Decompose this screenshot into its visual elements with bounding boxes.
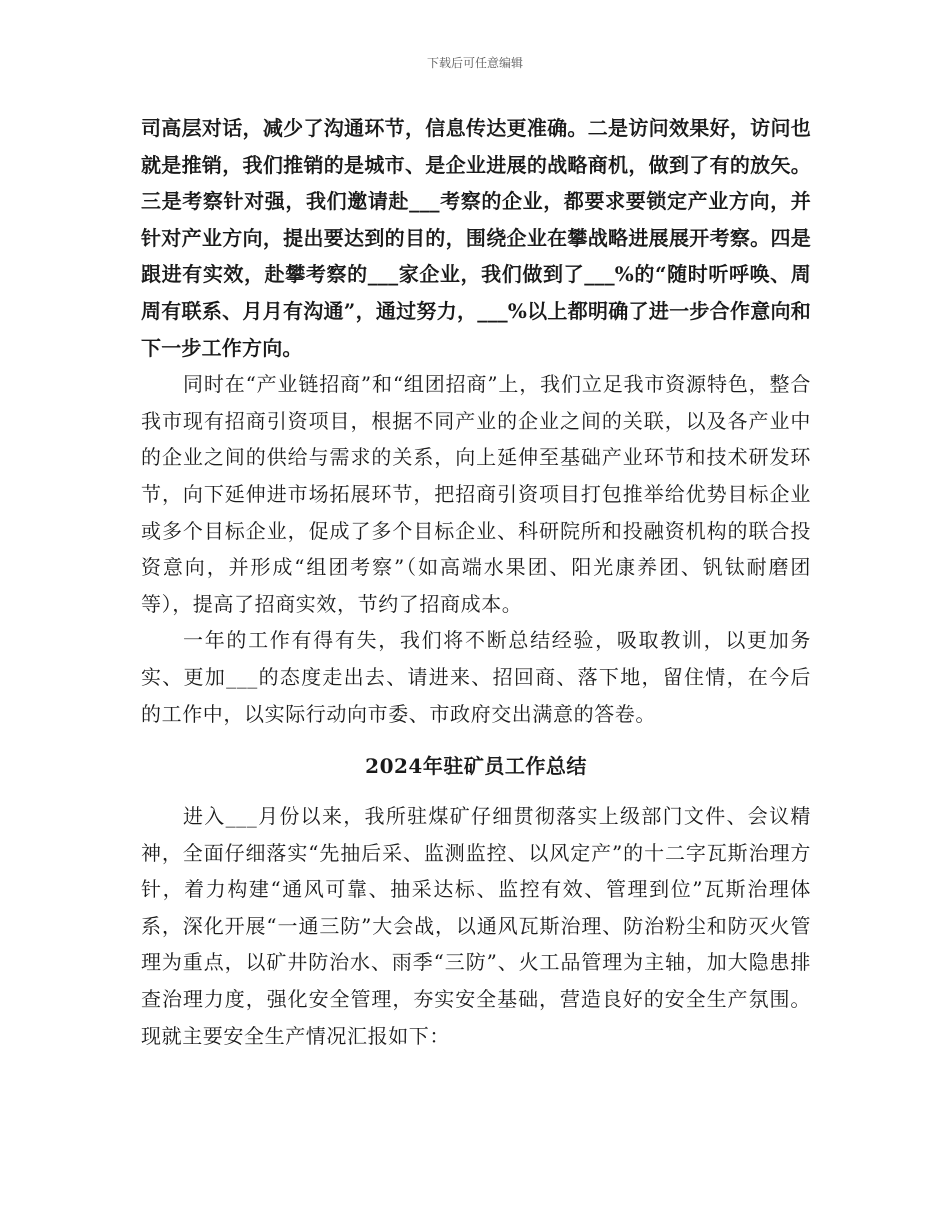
paragraph-continued-bold: 司高层对话，减少了沟通环节，信息传达更准确。二是访问效果好，访问也就是推销，我们推销的是城市、是企业进展的战略商机，做到了有的放矢。三是考察针对强，我们邀请赴___考察的企业，都要求要锁定产业方向，并针对产业方向，提出要达到的目的，围绕企业在攀战略进展展开考察。四是跟进有实效，赴攀考察的___家企业，我们做到了___%的“随时听呼唤、周周有联系、月月有沟通”，通过努力，___%以上都明确了进一步合作意向和下一步工作方向。 — [141, 116, 811, 360]
page-header-note: 下载后可任意编辑 — [426, 56, 523, 70]
paragraph-mine-summary: 进入___月份以来，我所驻煤矿仔细贯彻落实上级部门文件、会议精神，全面仔细落实“先抽后采、监测监控、以风定产”的十二字瓦斯治理方针，着力构建“通风可靠、抽采达标、监控有效、管理到位”瓦斯治理体系，深化开展“一通三防”大会战，以通风瓦斯治理、防治粉尘和防灭火管理为重点，以矿井防治水、雨季“三防”、火工品管理为主轴，加大隐患排查治理力度，强化安全管理，夯实安全基础，营造良好的安全生产氛围。现就主要安全生产情况汇报如下： — [141, 804, 811, 1048]
document-body — [141, 110, 811, 1054]
paragraph-industry-chain: 同时在“产业链招商”和“组团招商”上，我们立足我市资源特色，整合我市现有招商引资项目，根据不同产业的企业之间的关联，以及各产业中的企业之间的供给与需求的关系，向上延伸至基础产业环节和技术研发环节，向下延伸进市场拓展环节，把招商引资项目打包推举给优势目标企业或多个目标企业，促成了多个目标企业、科研院所和投融资机构的联合投资意向，并形成“组团考察”（如高端水果团、阳光康养团、钒钛耐磨团等），提高了招商实效，节约了招商成本。 — [141, 372, 811, 616]
section-title: 2024年驻矿员工作总结 — [365, 754, 587, 779]
paragraph-conclusion: 一年的工作有得有失，我们将不断总结经验，吸取教训，以更加务实、更加___的态度走出去、请进来、招回商、落下地，留住情，在今后的工作中，以实际行动向市委、市政府交出满意的答卷。 — [141, 628, 811, 726]
